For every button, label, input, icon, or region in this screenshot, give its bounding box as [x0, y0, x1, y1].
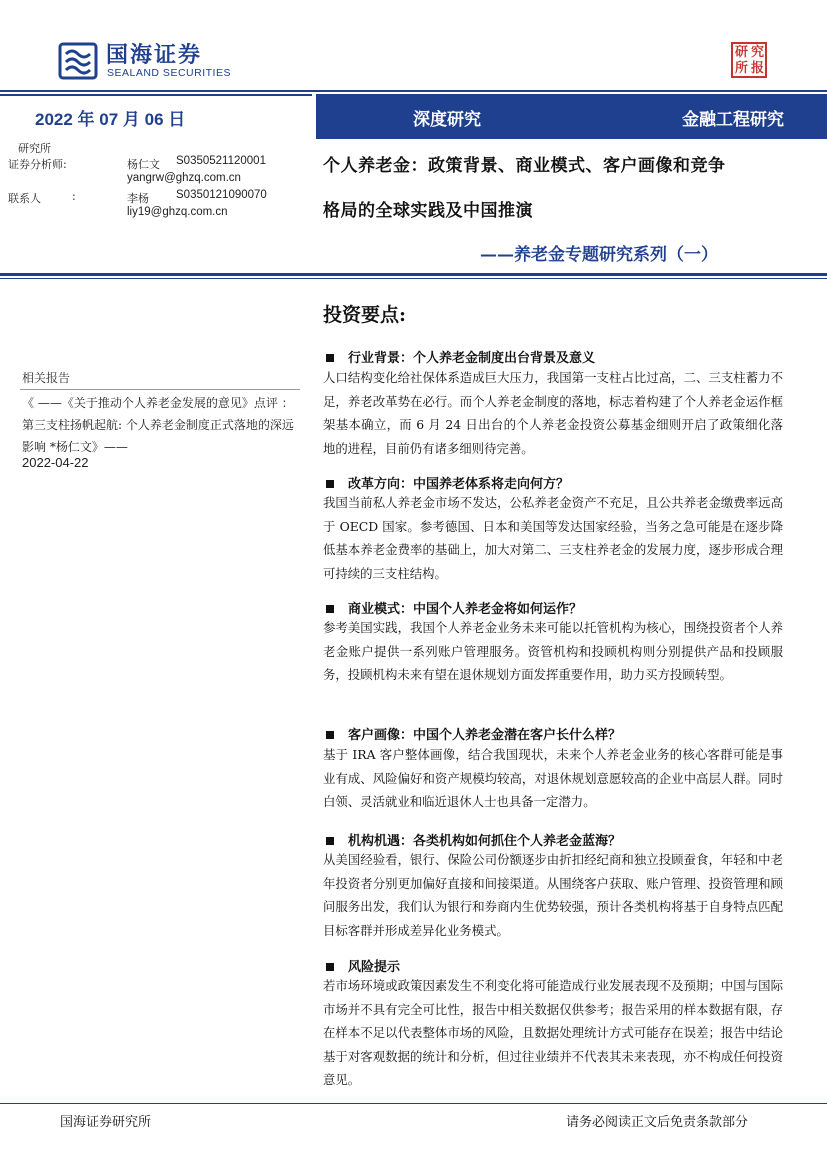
- footer-institute: 国海证券研究所: [60, 1115, 152, 1130]
- contact-cert: S0350121090070: [176, 189, 267, 201]
- seal-char: 报: [751, 61, 765, 76]
- report-type: 深度研究: [413, 110, 481, 130]
- bullet-square-icon: [326, 731, 334, 739]
- contact-name: 李杨: [127, 192, 149, 205]
- contact-label: 联系人: [8, 192, 41, 205]
- bullet-square-icon: [326, 354, 334, 362]
- section-body: 若市场环境或政策因素发生不利变化将可能造成行业发展表现不及预期；中国与国际市场并不具有完全可比性，报告中相关数据仅供参考；报告采用的样本数据有限，存在样本不足以代表整体市场的风险，且数据处理统计方式可能存在误差；报告中结论基于对客观数据的统计和分析，但过往业绩并不代表其未来表现，亦不构成任何投资意见。: [323, 978, 783, 1087]
- analyst-label: 证券分析师:: [8, 158, 67, 171]
- bullet-square-icon: [326, 480, 334, 488]
- analyst-email: yangrw@ghzq.com.cn: [127, 172, 241, 184]
- contact-colon: :: [72, 190, 76, 203]
- sealand-logo-icon: [58, 40, 98, 80]
- report-title-line2: 格局的全球实践及中国推演: [323, 201, 533, 221]
- related-report-date: 2022-04-22: [22, 455, 89, 470]
- section-title: 客户画像：中国个人养老金潜在客户长什么样？: [323, 724, 621, 743]
- analyst-cert: S0350521120001: [176, 155, 266, 167]
- section-title: 改革方向：中国养老体系将走向何方？: [323, 473, 569, 492]
- research-seal: [731, 42, 767, 78]
- report-category: 金融工程研究: [682, 110, 784, 130]
- related-reports-label: 相关报告: [22, 371, 71, 385]
- section-body: 人口结构变化给社保体系造成巨大压力，我国第一支柱占比过高，二、三支柱蓄力不足，养老改革势在必行。而个人养老金制度的落地，标志着构建了个人养老金运作框架基本确立，而 6 月 24 日出台的个人养老金投资公募基金细则开启了政策细化落地的进程，目前仍有诸多细则待完善。: [323, 370, 783, 456]
- section-title: 行业背景：个人养老金制度出台背景及意义: [323, 347, 595, 366]
- dept-label: 研究所: [18, 142, 51, 155]
- report-title-line1: 个人养老金：政策背景、商业模式、客户画像和竞争: [323, 156, 726, 176]
- section-body: 参考美国实践，我国个人养老金业务未来可能以托管机构为核心，围绕投资者个人养老金账户提供一系列账户管理服务。资管机构和投顾机构则分别提供产品和投顾服务，投顾机构未来有望在退休规划方面发挥重要作用，助力买方投顾转型。: [323, 620, 783, 682]
- footer-disclaimer: 请务必阅读正文后免责条款部分: [566, 1115, 749, 1130]
- section-body: 基于 IRA 客户整体画像，结合我国现状，未来个人养老金业务的核心客群可能是事业有成、风险偏好和资产规模均较高，对退休规划意愿较高的企业中高层人群。同时白领、灵活就业和临近退休人士也具备一定潜力。: [323, 747, 783, 809]
- report-subtitle: ——养老金专题研究系列（一）: [480, 245, 718, 265]
- brand-name-cn: 国海证券: [106, 43, 203, 68]
- band-top-line: [0, 90, 827, 92]
- section-body: 我国当前私人养老金市场不发达，公私养老金资产不充足，且公共养老金缴费率远高于 OECD 国家。参考德国、日本和美国等发达国家经验，当务之急可能是在逐步降低基本养老金费率的基础上，加大对第二、三支柱养老金的发展力度，逐步形成合理可持续的三支柱结构。: [323, 495, 783, 581]
- title-rule-thin: [0, 278, 827, 279]
- analyst-name: 杨仁文: [127, 158, 160, 171]
- seal-char: 所: [735, 61, 749, 76]
- section-title: 风险提示: [323, 956, 400, 975]
- bullet-square-icon: [326, 837, 334, 845]
- seal-char: 研: [735, 45, 749, 60]
- contact-email: liy19@ghzq.com.cn: [127, 206, 228, 218]
- footer-rule: [0, 1103, 827, 1104]
- section-body: 从美国经验看，银行、保险公司份额逐步由折扣经纪商和独立投顾蚕食，年轻和中老年投资者分别更加偏好直接和间接渠道。从围绕客户获取、账户管理、投资管理和顾问服务出发，我们认为银行和券商内生优势较强，预计各类机构将基于自身特点匹配目标客群并形成差异化业务模式。: [323, 852, 783, 938]
- report-date: 2022 年 07 月 06 日: [35, 110, 186, 129]
- related-rule: [20, 389, 300, 390]
- section-title: 商业模式：中国个人养老金将如何运作？: [323, 598, 582, 617]
- title-rule: [0, 273, 827, 276]
- section-title: 机构机遇：各类机构如何抓住个人养老金蓝海？: [323, 830, 621, 849]
- related-report-item[interactable]: 《 ——《关于推动个人养老金发展的意见》点评 ： 第三支柱扬帆起航: 个人养老金制度正式落地的深远影响 *杨仁文》——: [22, 396, 294, 454]
- brand-name-en: SEALAND SECURITIES: [107, 67, 231, 79]
- bullet-square-icon: [326, 963, 334, 971]
- section-heading: 投资要点:: [323, 304, 407, 326]
- bullet-square-icon: [326, 605, 334, 613]
- seal-char: 究: [751, 45, 765, 60]
